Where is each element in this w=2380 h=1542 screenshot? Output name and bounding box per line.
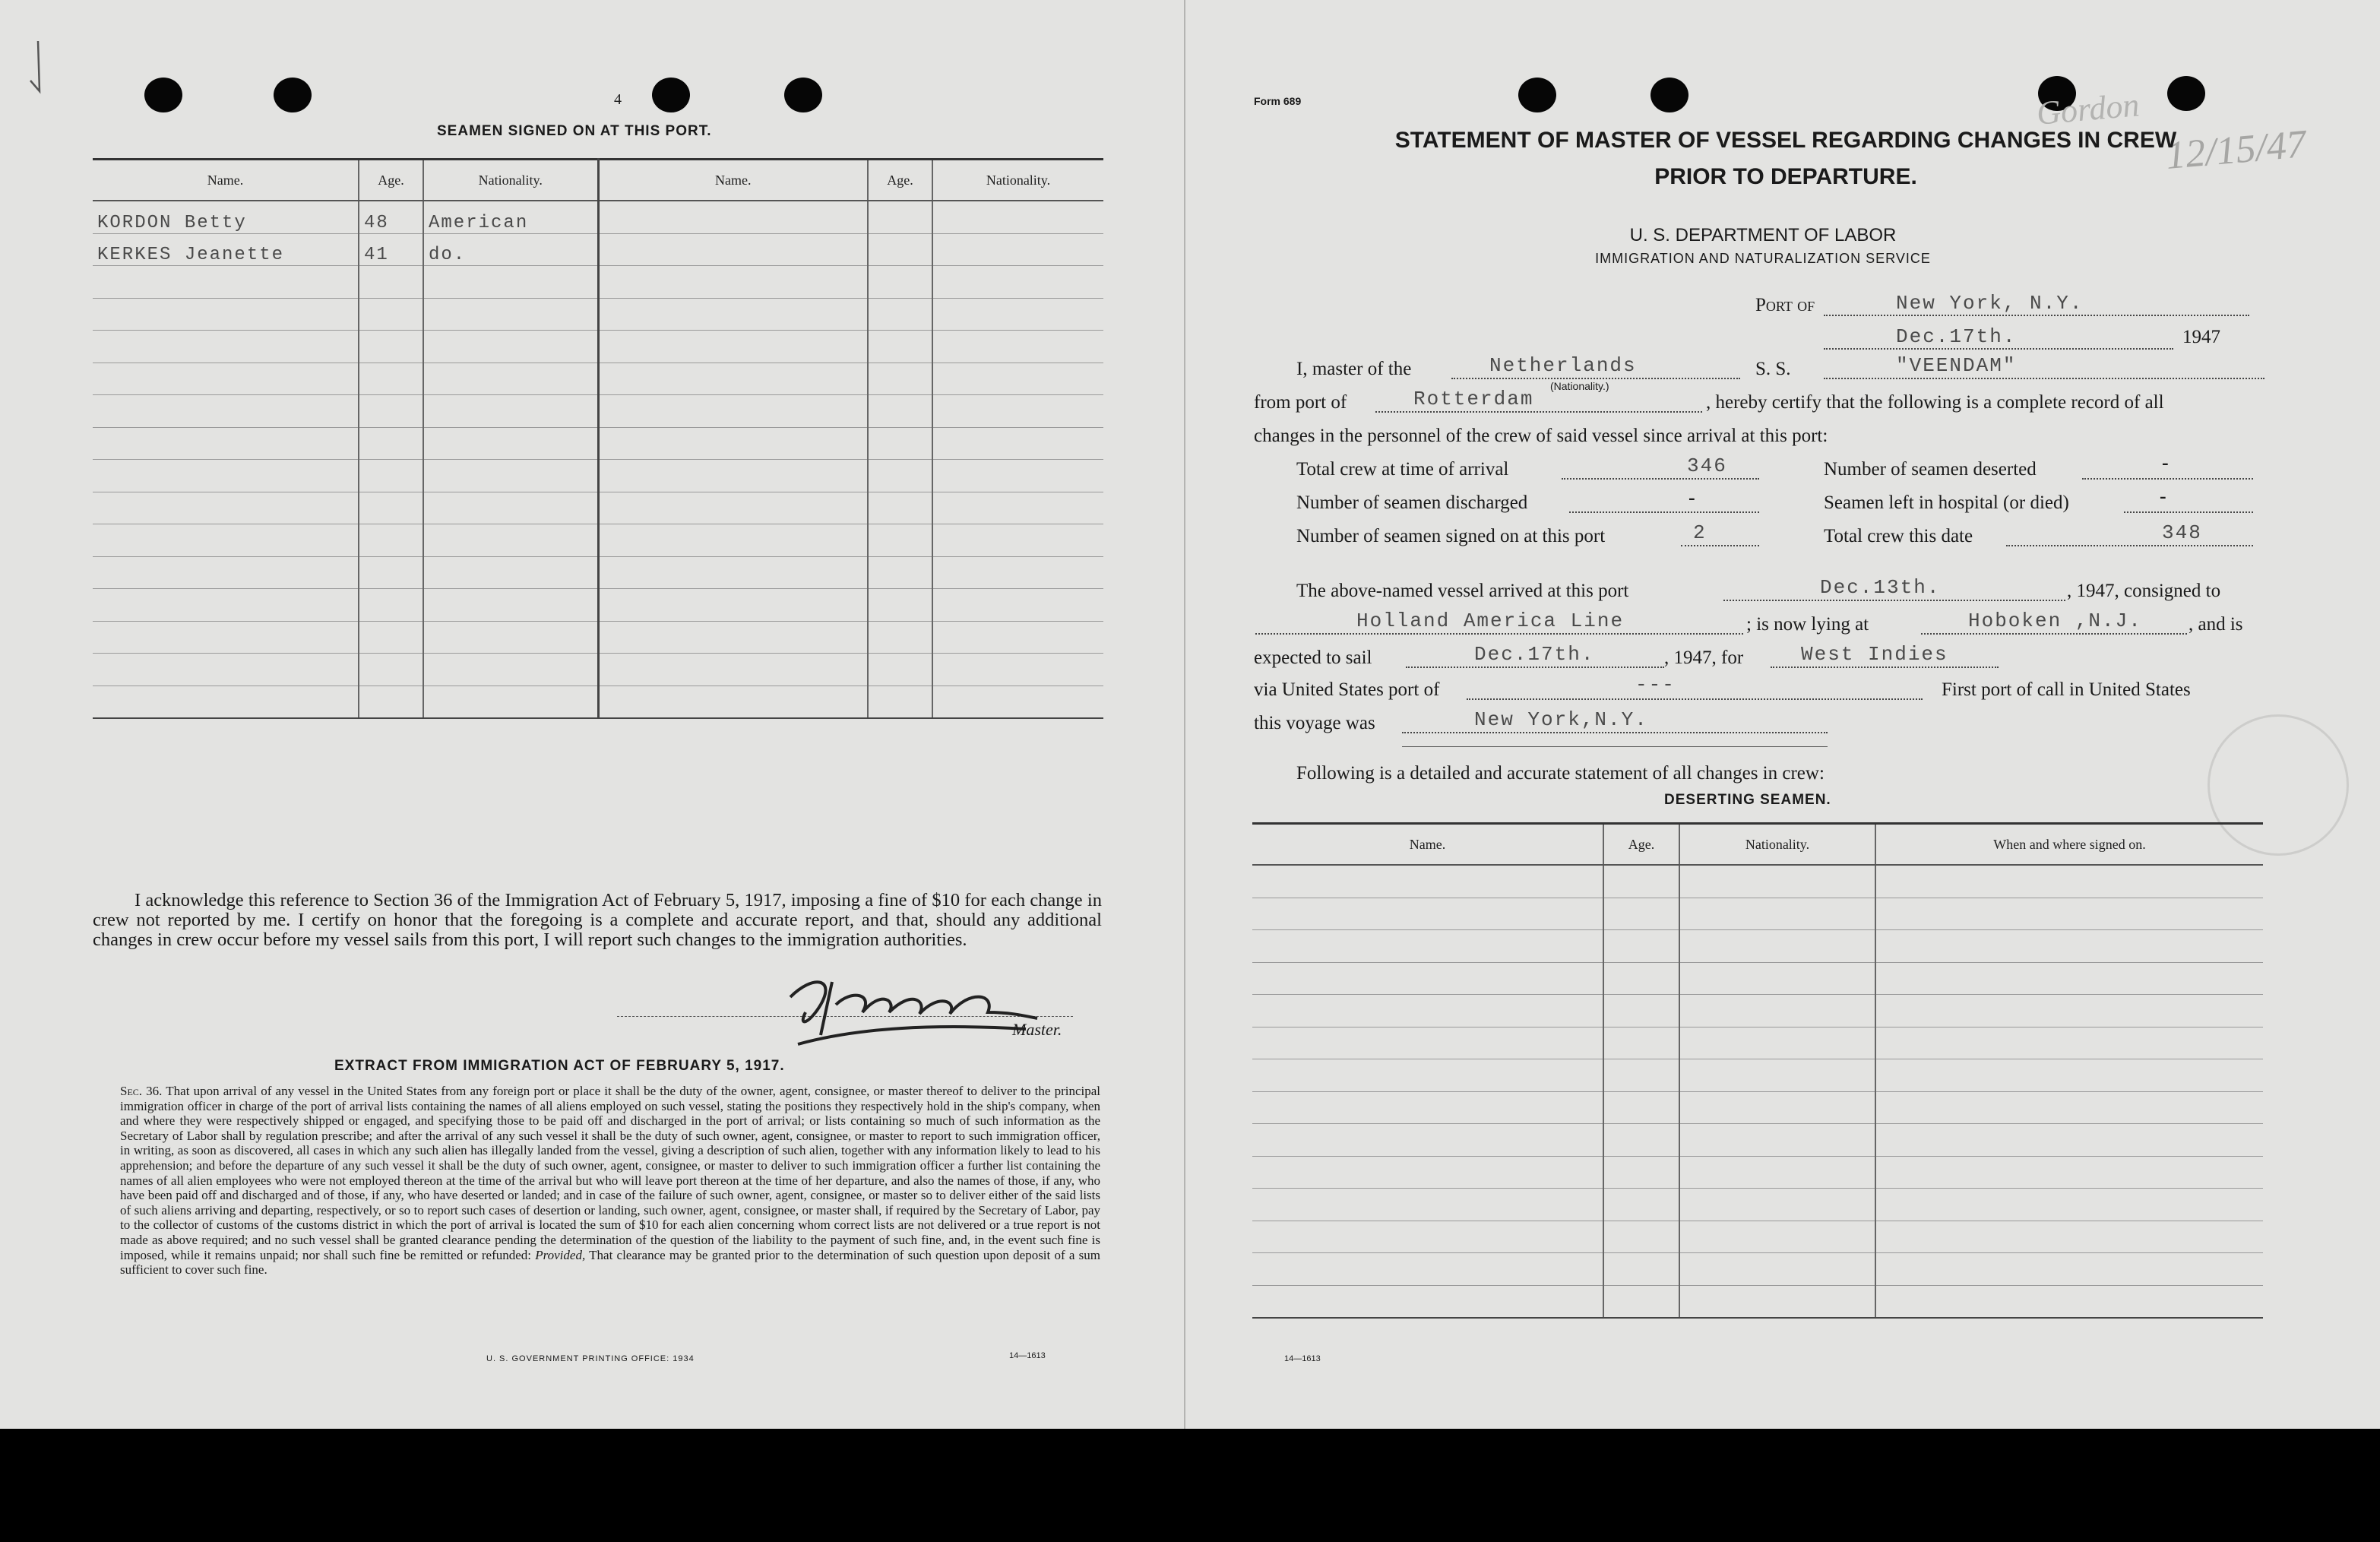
this-voyage-underline (1402, 746, 1828, 747)
hospital-value: - (2160, 485, 2166, 507)
cell-name (598, 298, 868, 331)
cell-nationality (932, 654, 1103, 686)
consignee-value: Holland America Line (1356, 610, 1625, 632)
cell-when-where (1875, 1091, 2263, 1124)
table-header-row (93, 160, 1103, 201)
cell-name (598, 427, 868, 460)
cell-when-where (1875, 898, 2263, 930)
cell-nationality (1679, 1189, 1875, 1221)
certify-text-2: changes in the personnel of the crew of said vessel since arrival at this port: (1254, 426, 1828, 446)
cell-when-where (1875, 1027, 2263, 1059)
cell-age (868, 524, 932, 557)
total-arrival-label: Total crew at time of arrival (1296, 459, 1509, 480)
table-row (93, 492, 1103, 524)
table-row (93, 201, 1103, 233)
table-row (1252, 1285, 2263, 1318)
cell-nationality (932, 298, 1103, 331)
discharged-value: - (1688, 486, 1695, 508)
cell-name (1252, 1027, 1603, 1059)
cell-age (359, 556, 423, 589)
cell-name (598, 233, 868, 266)
cell-name: KERKES Jeanette (93, 233, 359, 266)
cell-nationality: do. (423, 233, 598, 266)
table-row (93, 686, 1103, 718)
extract-body (120, 1084, 1100, 1278)
cell-age (1603, 1253, 1679, 1286)
cell-name (598, 589, 868, 622)
cell-name (598, 524, 868, 557)
cell-age (359, 621, 423, 654)
cell-age (868, 654, 932, 686)
certify-text: , hereby certify that the following is a complete record of all (1706, 392, 2164, 413)
punch-hole (2167, 76, 2205, 111)
cell-name (93, 266, 359, 299)
table-row (93, 395, 1103, 428)
section-title: SEAMEN SIGNED ON AT THIS PORT. (437, 123, 712, 139)
this-voyage-label: this voyage was (1254, 713, 1375, 733)
cell-when-where (1875, 1221, 2263, 1253)
cell-when-where (1875, 1124, 2263, 1157)
nationality-value: Netherlands (1489, 354, 1637, 377)
cell-nationality (932, 266, 1103, 299)
cell-nationality (1679, 865, 1875, 898)
cell-nationality (423, 654, 598, 686)
column-header-age: Age. (1603, 824, 1679, 866)
pencil-annotation-top: Gordon (2035, 86, 2141, 132)
cell-name (93, 331, 359, 363)
cell-age (1603, 1059, 1679, 1092)
cell-nationality (423, 298, 598, 331)
table-row (1252, 1091, 2263, 1124)
cell-nationality (932, 460, 1103, 492)
total-date-label: Total crew this date (1824, 526, 1973, 546)
cell-name (93, 589, 359, 622)
column-header-name: Name. (1252, 824, 1603, 866)
table-row (93, 233, 1103, 266)
master-label: Master. (1012, 1020, 1062, 1039)
this-voyage-value: New York,N.Y. (1474, 708, 1648, 731)
table-body (93, 201, 1103, 718)
cell-name (598, 621, 868, 654)
deserting-title: DESERTING SEAMEN. (1664, 792, 1831, 808)
cell-when-where (1875, 962, 2263, 995)
cell-age (868, 589, 932, 622)
cell-name (598, 331, 868, 363)
cell-name: KORDON Betty (93, 201, 359, 233)
cell-name (1252, 962, 1603, 995)
cell-age: 48 (359, 201, 423, 233)
cell-age: 41 (359, 233, 423, 266)
cell-age (868, 331, 932, 363)
table-row (93, 556, 1103, 589)
cell-nationality (423, 395, 598, 428)
cell-name (93, 556, 359, 589)
this-voyage-field-line (1402, 732, 1828, 733)
cell-age (868, 427, 932, 460)
cell-name (93, 395, 359, 428)
first-port-label: First port of call in United States (1942, 679, 2191, 700)
hospital-field-line (2124, 511, 2253, 513)
cell-nationality (1679, 1253, 1875, 1286)
punch-hole (1518, 78, 1556, 112)
table-row (1252, 962, 2263, 995)
lying-value: Hoboken ,N.J. (1968, 610, 2142, 632)
cell-when-where (1875, 995, 2263, 1027)
hospital-label: Seamen left in hospital (or died) (1824, 492, 2069, 513)
date-value: Dec.17th. (1896, 325, 2017, 348)
cell-nationality (423, 460, 598, 492)
nationality-caption: (Nationality.) (1550, 380, 1609, 392)
cell-age (868, 686, 932, 718)
cell-name (1252, 865, 1603, 898)
cell-nationality (423, 427, 598, 460)
port-label: Port of (1755, 295, 1815, 315)
total-date-field-line (2006, 545, 2253, 546)
cell-age (359, 460, 423, 492)
cell-name (1252, 1253, 1603, 1286)
printer-line: U. S. GOVERNMENT PRINTING OFFICE: 1934 (486, 1354, 695, 1363)
cell-nationality (1679, 1156, 1875, 1189)
punch-hole (274, 78, 312, 112)
cell-age (868, 621, 932, 654)
table-row (1252, 1156, 2263, 1189)
master-of-the-label: I, master of the (1296, 359, 1412, 379)
port-value: New York, N.Y. (1896, 292, 2084, 315)
cell-nationality (1679, 898, 1875, 930)
signed-on-field-line (1681, 545, 1759, 546)
punch-hole (144, 78, 182, 112)
table-row (93, 589, 1103, 622)
cell-age (1603, 962, 1679, 995)
from-port-value: Rotterdam (1413, 388, 1534, 410)
cell-age (1603, 1156, 1679, 1189)
from-port-label: from port of (1254, 392, 1347, 413)
cell-age (868, 266, 932, 299)
cell-nationality (423, 589, 598, 622)
table-row (93, 621, 1103, 654)
cell-nationality (1679, 1091, 1875, 1124)
cell-nationality (1679, 930, 1875, 963)
form-title-line1: STATEMENT OF MASTER OF VESSEL REGARDING CHANGES IN CREW (1394, 128, 2177, 153)
cell-when-where (1875, 1285, 2263, 1318)
cell-name (1252, 1124, 1603, 1157)
cell-nationality (932, 686, 1103, 718)
cell-name (93, 621, 359, 654)
cell-when-where (1875, 1156, 2263, 1189)
column-header-nationality: Nationality. (932, 160, 1103, 201)
deserted-label: Number of seamen deserted (1824, 459, 2037, 480)
pencil-annotation-date: 12/15/47 (2163, 122, 2309, 178)
column-header-age: Age. (359, 160, 423, 201)
form-number: Form 689 (1254, 95, 1302, 107)
table-row (1252, 1059, 2263, 1092)
cell-nationality (932, 524, 1103, 557)
seamen-signed-on-table (93, 158, 1103, 719)
via-label: via United States port of (1254, 679, 1440, 700)
ss-label: S. S. (1755, 359, 1791, 379)
deserted-field-line (2082, 478, 2253, 480)
table-row (93, 427, 1103, 460)
cell-age (1603, 930, 1679, 963)
signed-on-label: Number of seamen signed on at this port (1296, 526, 1606, 546)
table-row (93, 363, 1103, 395)
cell-age (1603, 1285, 1679, 1318)
cell-name (1252, 1189, 1603, 1221)
cell-nationality (932, 427, 1103, 460)
column-header-when-where: When and where signed on. (1875, 824, 2263, 866)
discharged-label: Number of seamen discharged (1296, 492, 1528, 513)
discharged-field-line (1569, 511, 1759, 513)
expected-year: , 1947, for (1664, 648, 1744, 668)
cell-age (359, 686, 423, 718)
cell-when-where (1875, 1189, 2263, 1221)
cell-nationality (423, 331, 598, 363)
from-port-field-line (1375, 411, 1702, 413)
table-row (1252, 995, 2263, 1027)
cell-nationality (932, 556, 1103, 589)
cell-age (1603, 1124, 1679, 1157)
table-row (1252, 1253, 2263, 1286)
and-is-label: , and is (2189, 614, 2243, 635)
cell-nationality (1679, 962, 1875, 995)
cell-nationality (1679, 1027, 1875, 1059)
table-row (1252, 898, 2263, 930)
cell-age (1603, 995, 1679, 1027)
table-row (1252, 930, 2263, 963)
arrived-value: Dec.13th. (1820, 576, 1941, 599)
cell-nationality (932, 233, 1103, 266)
cell-age (868, 233, 932, 266)
cell-age (359, 298, 423, 331)
acknowledgment-text: I acknowledge this reference to Section 36 of the Immigration Act of February 5, 1917, imposing a fine of $10 for each change in crew not reported by me. I certify on honor that the foregoing is a complete and accurate report, and that, should any additional changes in crew occur before my vessel sails from this port, I will report such changes to the immigration authorities. (93, 890, 1102, 950)
extract-title: EXTRACT FROM IMMIGRATION ACT OF FEBRUARY 5, 1917. (334, 1058, 785, 1074)
cell-nationality (423, 363, 598, 395)
cell-nationality (423, 556, 598, 589)
cell-name (93, 686, 359, 718)
ship-value: "VEENDAM" (1896, 354, 2017, 377)
form-title-line2: PRIOR TO DEPARTURE. (1654, 164, 1917, 189)
left-form-code: 14—1613 (1009, 1351, 1046, 1360)
cell-nationality (1679, 995, 1875, 1027)
cell-nationality (932, 363, 1103, 395)
cell-nationality (423, 524, 598, 557)
cell-nationality (1679, 1221, 1875, 1253)
cell-name (598, 556, 868, 589)
cell-nationality (1679, 1285, 1875, 1318)
cell-when-where (1875, 930, 2263, 963)
cell-age (359, 266, 423, 299)
cell-nationality: American (423, 201, 598, 233)
arrived-label: The above-named vessel arrived at this port (1296, 581, 1629, 601)
total-arrival-value: 346 (1687, 454, 1727, 477)
cell-nationality (1679, 1124, 1875, 1157)
punch-hole (1650, 78, 1688, 112)
arrived-year: , 1947, consigned to (2067, 581, 2221, 601)
cell-age (359, 654, 423, 686)
cell-age (359, 427, 423, 460)
signed-on-value: 2 (1693, 521, 1707, 544)
cell-nationality (1679, 1059, 1875, 1092)
destination-field-line (1771, 667, 1999, 668)
department-name: U. S. DEPARTMENT OF LABOR (1629, 225, 1897, 245)
cell-name (1252, 1221, 1603, 1253)
table-row (93, 266, 1103, 299)
cell-name (93, 427, 359, 460)
date-field-line (1824, 348, 2173, 350)
cell-age (359, 331, 423, 363)
total-date-value: 348 (2162, 521, 2202, 544)
cell-when-where (1875, 1253, 2263, 1286)
column-header-age: Age. (868, 160, 932, 201)
cell-age (868, 395, 932, 428)
cell-name (93, 460, 359, 492)
cell-age (1603, 1027, 1679, 1059)
lying-field-line (1921, 633, 2187, 635)
cell-name (1252, 1285, 1603, 1318)
cell-age (1603, 1221, 1679, 1253)
cell-age (359, 589, 423, 622)
cell-nationality (423, 621, 598, 654)
expected-label: expected to sail (1254, 648, 1372, 668)
following-text: Following is a detailed and accurate statement of all changes in crew: (1296, 763, 1825, 784)
punch-hole (784, 78, 822, 112)
extract-text: That upon arrival of any vessel in the United States from any foreign port or place it shall be the duty of the owner, agent, consignee, or master thereof to deliver to the principal immigration officer in charge of the port of arrival lists containing the names of all aliens employed on such vessel, stating the positions they respectively hold in the ship's company, when and where they were respectively shipped or engaged, and specifying those to be paid off and discharged in the port of arrival; or lists containing so much of such information as the Secretary of Labor shall by regulation prescribe; and after the arrival of any such vessel it shall be the duty of such owner, agent, consignee, or master to report to such immigration officer, in writing, as soon as discovered, all cases in which any such alien has illegally landed from the vessel, giving a description of such alien, together with any information likely to lead to his apprehension; and before the departure of any such vessel it shall be the duty of such owner, agent, consignee, or master to deliver to such immigration officer a further list containing the names of all alien employees who were not employed thereon at the time of the arrival but who will leave port thereon at the time of her departure, and also the names of those, if any, who have been paid off and discharged and of those, if any, who have deserted or landed; and in case of the failure of such owner, agent, consignee, or master so to deliver either of the said lists of such aliens arriving and departing, respectively, or so to report such cases of desertion or landing, such owner, agent, consignee, or master shall, if required by the Secretary of Labor, pay to the collector of customs of the customs district in which the port of arrival is located the sum of $10 for each alien concerning whom correct lists are not delivered or a true report is not made as above required; and no such vessel shall be granted clearance pending the determination of the question of the liability to the payment of such fine, and, in the event such fine is imposed, while it remains unpaid; nor shall such fine be remitted or refunded: (120, 1084, 1100, 1262)
extract-section-label: Sec. 36. (120, 1084, 163, 1098)
port-field-line (1824, 315, 2249, 316)
table-row (1252, 1221, 2263, 1253)
cell-name (93, 298, 359, 331)
service-name: IMMIGRATION AND NATURALIZATION SERVICE (1595, 251, 1931, 266)
cell-age (1603, 1189, 1679, 1221)
cell-nationality (932, 621, 1103, 654)
via-field-line (1467, 698, 1923, 700)
cell-age (868, 460, 932, 492)
right-form-code: 14—1613 (1284, 1354, 1321, 1363)
cell-name (598, 492, 868, 524)
cell-age (868, 363, 932, 395)
table-body (1252, 865, 2263, 1318)
cell-name (598, 395, 868, 428)
table-row (93, 460, 1103, 492)
extract-proviso: That clearance may be granted prior to the determination of such question upon deposit of a sum sufficient to cover such fine. (120, 1247, 1100, 1278)
table-header-row (1252, 824, 2263, 866)
cell-name (1252, 898, 1603, 930)
cell-age (868, 201, 932, 233)
master-signature-icon (767, 959, 1049, 1050)
total-arrival-field-line (1562, 478, 1759, 480)
cell-when-where (1875, 865, 2263, 898)
cell-name (1252, 930, 1603, 963)
cell-name (1252, 1091, 1603, 1124)
cell-age (359, 492, 423, 524)
column-header-nationality: Nationality. (423, 160, 598, 201)
cell-age (1603, 898, 1679, 930)
cell-nationality (932, 589, 1103, 622)
destination-value: West Indies (1801, 643, 1948, 666)
cell-age (1603, 865, 1679, 898)
cell-name (93, 654, 359, 686)
cell-name (93, 363, 359, 395)
column-header-nationality: Nationality. (1679, 824, 1875, 866)
cell-nationality (423, 686, 598, 718)
deserting-seamen-table (1252, 822, 2263, 1319)
arrived-field-line (1723, 600, 2065, 601)
cell-age (868, 492, 932, 524)
cell-age (1603, 1091, 1679, 1124)
deserted-value: - (2162, 451, 2169, 473)
consignee-field-line (1255, 633, 1743, 635)
cell-name (598, 654, 868, 686)
cell-name (93, 524, 359, 557)
table-row (1252, 1124, 2263, 1157)
table-row (93, 524, 1103, 557)
page-number: 4 (614, 91, 622, 108)
column-header-name: Name. (93, 160, 359, 201)
cell-age (868, 298, 932, 331)
cell-name (93, 492, 359, 524)
table-row (93, 298, 1103, 331)
cell-name (598, 363, 868, 395)
cell-age (359, 524, 423, 557)
punch-hole (652, 78, 690, 112)
cell-nationality (423, 492, 598, 524)
cell-name (1252, 1156, 1603, 1189)
cell-name (598, 686, 868, 718)
table-row (1252, 865, 2263, 898)
column-header-name: Name. (598, 160, 868, 201)
cell-when-where (1875, 1059, 2263, 1092)
cell-name (598, 201, 868, 233)
cell-name (1252, 1059, 1603, 1092)
table-row (93, 654, 1103, 686)
date-year: 1947 (2182, 327, 2220, 347)
cell-age (359, 363, 423, 395)
cell-name (1252, 995, 1603, 1027)
cell-nationality (932, 395, 1103, 428)
cell-nationality (932, 331, 1103, 363)
expected-value: Dec.17th. (1474, 643, 1595, 666)
cell-age (868, 556, 932, 589)
cell-nationality (932, 201, 1103, 233)
pencil-check-mark-icon (21, 38, 52, 106)
ship-field-line (1824, 378, 2264, 379)
cell-name (598, 460, 868, 492)
table-row (1252, 1027, 2263, 1059)
table-row (1252, 1189, 2263, 1221)
table-row (93, 331, 1103, 363)
expected-field-line (1406, 667, 1664, 668)
cell-name (598, 266, 868, 299)
nationality-field-line (1451, 378, 1740, 379)
cell-age (359, 395, 423, 428)
cell-nationality (423, 266, 598, 299)
via-value: --- (1635, 673, 1676, 696)
lying-label: ; is now lying at (1746, 614, 1869, 635)
extract-proviso-word: Provided, (535, 1247, 586, 1262)
cell-nationality (932, 492, 1103, 524)
